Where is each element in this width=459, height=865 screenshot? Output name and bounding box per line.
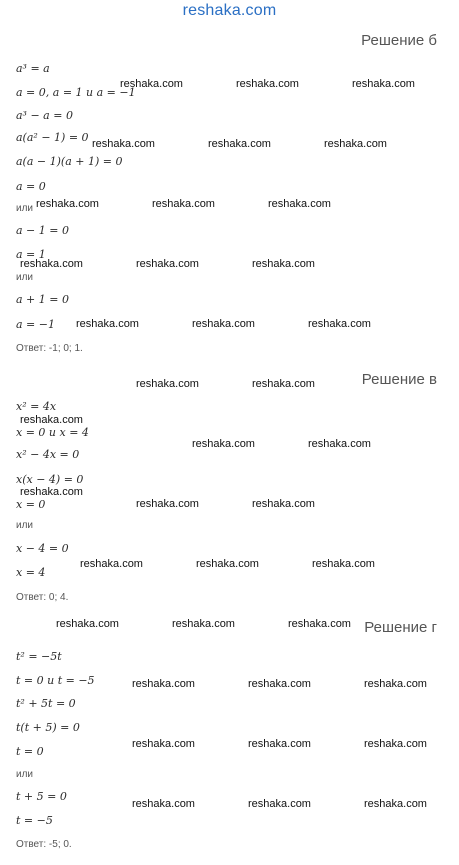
watermark: reshaka.com	[364, 798, 427, 810]
or-word: или	[16, 520, 34, 531]
math-line: t(t + 5) = 0	[16, 721, 80, 734]
answer-line: Ответ: 0; 4.	[16, 592, 69, 603]
watermark: reshaka.com	[36, 198, 99, 210]
math-line: x(x − 4) = 0	[16, 473, 84, 486]
watermark: reshaka.com	[252, 378, 315, 390]
watermark: reshaka.com	[252, 258, 315, 270]
answer-line: Ответ: -1; 0; 1.	[16, 343, 83, 354]
math-line: t = −5	[16, 814, 53, 827]
math-line: x = 0 и x = 4	[16, 426, 89, 439]
section-heading-v: Решение в	[361, 371, 437, 388]
watermark: reshaka.com	[20, 258, 83, 270]
watermark: reshaka.com	[312, 558, 375, 570]
watermark: reshaka.com	[132, 678, 195, 690]
watermark: reshaka.com	[80, 558, 143, 570]
math-line: a = 1	[16, 248, 46, 261]
watermark: reshaka.com	[92, 138, 155, 150]
watermark: reshaka.com	[248, 798, 311, 810]
watermark: reshaka.com	[136, 498, 199, 510]
watermark: reshaka.com	[132, 798, 195, 810]
math-line: a(a² − 1) = 0	[16, 131, 89, 144]
math-line: x² = 4x	[16, 400, 57, 413]
math-line: t = 0 и t = −5	[16, 674, 95, 687]
watermark: reshaka.com	[268, 198, 331, 210]
watermark: reshaka.com	[20, 486, 83, 498]
watermark: reshaka.com	[252, 498, 315, 510]
watermark: reshaka.com	[248, 678, 311, 690]
watermark: reshaka.com	[136, 258, 199, 270]
watermark: reshaka.com	[236, 78, 299, 90]
watermark: reshaka.com	[308, 438, 371, 450]
watermark: reshaka.com	[192, 318, 255, 330]
section-heading-g: Решение г	[364, 619, 437, 636]
watermark: reshaka.com	[364, 678, 427, 690]
watermark: reshaka.com	[364, 738, 427, 750]
math-line: t² + 5t = 0	[16, 697, 76, 710]
math-line: a³ − a = 0	[16, 109, 73, 122]
math-line: x = 4	[16, 566, 46, 579]
math-line: a³ = a	[16, 62, 50, 75]
watermark: reshaka.com	[120, 78, 183, 90]
math-line: a − 1 = 0	[16, 224, 69, 237]
watermark: reshaka.com	[20, 414, 83, 426]
watermark: reshaka.com	[172, 618, 235, 630]
watermark: reshaka.com	[192, 438, 255, 450]
math-line: x = 0	[16, 498, 46, 511]
math-line: a = 0, a = 1 и a = −1	[16, 86, 136, 99]
math-line: t² = −5t	[16, 650, 62, 663]
watermark: reshaka.com	[136, 378, 199, 390]
math-line: t = 0	[16, 745, 44, 758]
watermark: reshaka.com	[208, 138, 271, 150]
watermark: reshaka.com	[132, 738, 195, 750]
watermark: reshaka.com	[196, 558, 259, 570]
math-line: a = −1	[16, 318, 55, 331]
or-word: или	[16, 272, 34, 283]
site-logo[interactable]: reshaka.com	[182, 2, 277, 19]
math-line: x² − 4x = 0	[16, 448, 80, 461]
watermark: reshaka.com	[352, 78, 415, 90]
math-line: x − 4 = 0	[16, 542, 69, 555]
or-word: или	[16, 769, 34, 780]
or-word: или	[16, 203, 34, 214]
watermark: reshaka.com	[324, 138, 387, 150]
watermark: reshaka.com	[76, 318, 139, 330]
watermark: reshaka.com	[56, 618, 119, 630]
watermark: reshaka.com	[152, 198, 215, 210]
watermark: reshaka.com	[288, 618, 351, 630]
watermark: reshaka.com	[248, 738, 311, 750]
math-line: a(a − 1)(a + 1) = 0	[16, 155, 123, 168]
math-line: a + 1 = 0	[16, 293, 69, 306]
math-line: t + 5 = 0	[16, 790, 67, 803]
math-line: a = 0	[16, 180, 46, 193]
section-heading-b: Решение б	[361, 32, 437, 49]
answer-line: Ответ: -5; 0.	[16, 839, 72, 850]
watermark: reshaka.com	[308, 318, 371, 330]
